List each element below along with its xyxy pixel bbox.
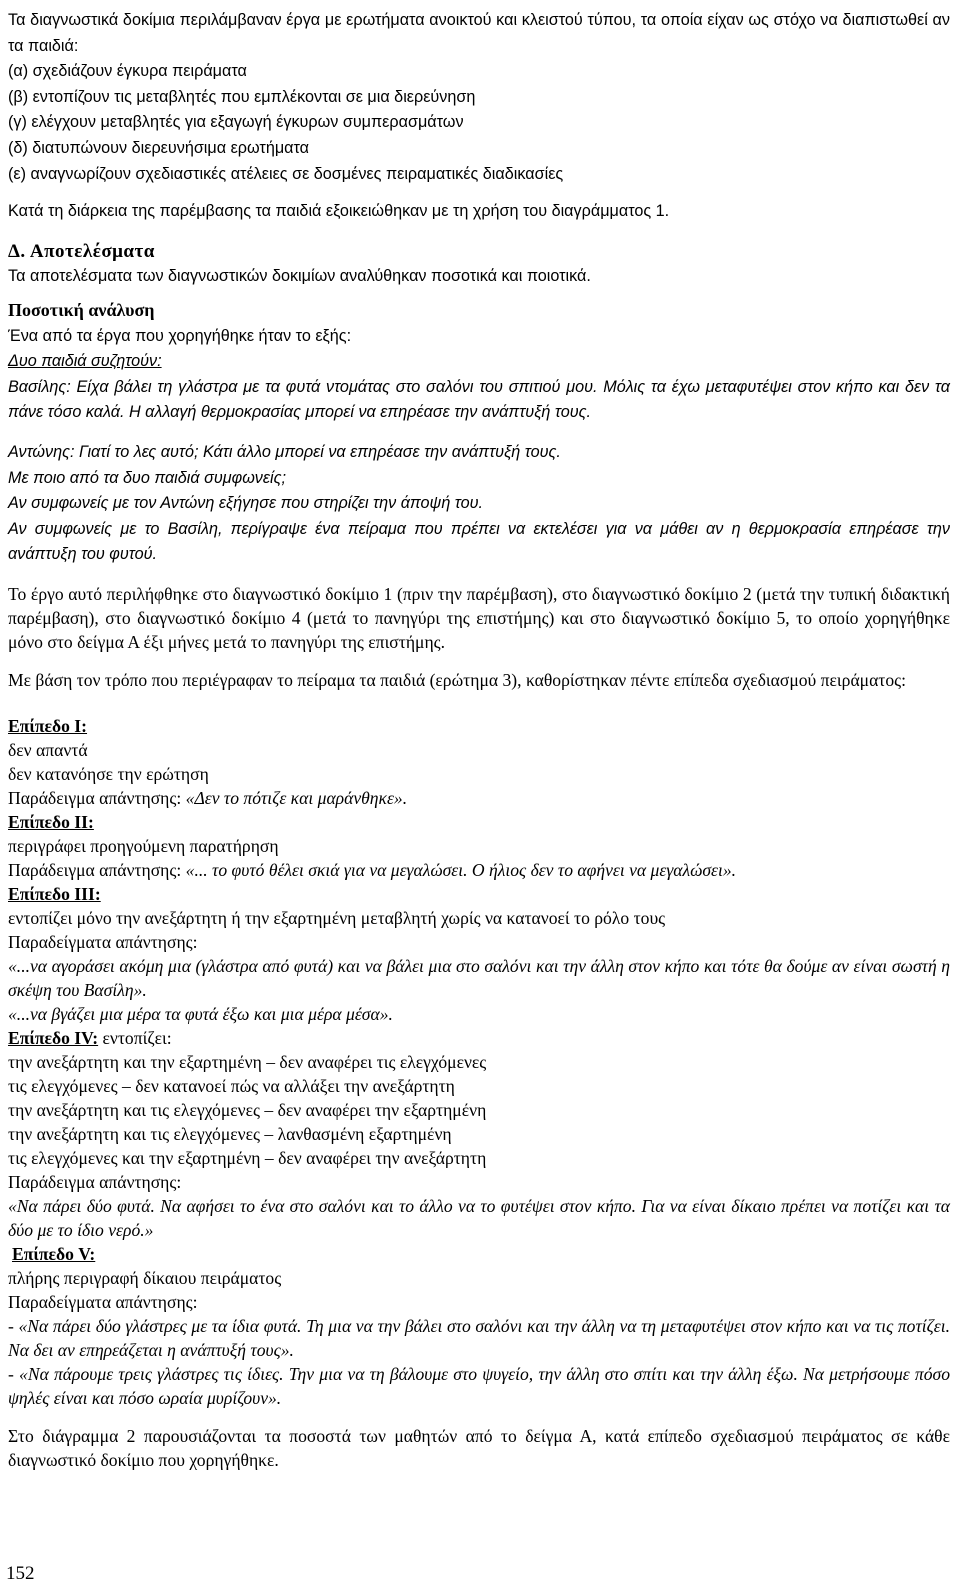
level-title: Επίπεδο ΙV: — [8, 1027, 99, 1048]
example-line — [8, 786, 950, 810]
body-section — [8, 582, 950, 1472]
level-1 — [8, 714, 950, 810]
document-page — [8, 8, 950, 1472]
example-line — [8, 858, 950, 882]
level-line: εντοπίζει μόνο την ανεξάρτητη ή την εξαρτημένη μεταβλητή χωρίς να κατανοεί το ρόλο τους — [8, 907, 666, 928]
question-2: Αν συμφωνείς με τον Αντώνη εξήγησε που στηρίζει την άποψή του. — [8, 494, 484, 513]
example-text: «Δεν το πότιζε και μαράνθηκε». — [185, 787, 408, 808]
level-line: τις ελεγχόμενες και την εξαρτημένη – δεν αναφέρει την ανεξάρτητη — [8, 1147, 487, 1168]
level-line: την ανεξάρτητη και τις ελεγχόμενες – δεν αναφέρει την εξαρτημένη — [8, 1099, 487, 1120]
list-item: (ε) αναγνωρίζουν σχεδιαστικές ατέλειες σε δοσμένες πειραματικές διαδικασίες — [8, 164, 564, 183]
list-item: (γ) ελέγχουν μεταβλητές για εξαγωγή έγκυρων συμπερασμάτων — [8, 113, 464, 132]
dialogue-vasilis: Βασίλης: Είχα βάλει τη γλάστρα με τα φυτά ντομάτας στο σαλόνι του σπιτιού μου. Μόλις τα έχω μεταφυτέψει στον κήπο και δεν τα πάνε τόσο καλά. Η αλλαγή θερμοκρασίας μπορεί να επηρέασε την ανάπτυξή τους. — [8, 377, 950, 422]
example-label: Παράδειγμα απάντησης: — [8, 1171, 182, 1192]
level-2 — [8, 810, 950, 882]
example-text: «Να πάρουμε τρεις γλάστρες τις ίδιες. Την μια να τη βάλουμε στο ψυγείο, την άλλη στο σπίτι και την άλλη έξω. Να μετρήσουμε πόσο ψηλές είναι και πόσο ωραία μυρίζουν». — [8, 1363, 950, 1408]
page-number: 152 — [6, 1563, 35, 1584]
level-title: Επίπεδο V: — [12, 1243, 96, 1264]
paragraph: Το έργο αυτό περιλήφθηκε στο διαγνωστικό δοκίμιο 1 (πριν την παρέμβαση), στο διαγνωστικό δοκίμιο 2 (μετά την τυπική διδακτική παρέμβαση), στο διαγνωστικό δοκίμιο 4 (μετά το πανηγύρι της επιστήμης) και στο διαγνωστικό δοκίμιο 5, το οποίο χορηγήθηκε μόνο στο δείγμα Α έξι μήνες μετά το πανηγύρι της επιστήμης. — [8, 583, 950, 652]
closing-paragraph: Στο διάγραμμα 2 παρουσιάζονται τα ποσοστά των μαθητών από το δείγμα Α, κατά επίπεδο σχεδιασμού πειράματος σε κάθε διαγνωστικό δοκίμιο που χορηγήθηκε. — [8, 1425, 950, 1470]
level-5 — [8, 1242, 950, 1410]
level-title: Επίπεδο ΙΙ: — [8, 811, 94, 832]
intro-paragraph: Τα διαγνωστικά δοκίμια περιλάμβαναν έργα με ερωτήματα ανοικτού και κλειστού τύπου, τα οποία είχαν ως στόχο να διαπιστωθεί αν τα παιδιά: — [8, 11, 950, 55]
level-title: Επίπεδο ΙΙΙ: — [8, 883, 101, 904]
example-item — [8, 1362, 950, 1410]
task-intro: Ένα από τα έργα που χορηγήθηκε ήταν το εξής: — [8, 326, 352, 345]
level-line: περιγράφει προηγούμενη παρατήρηση — [8, 835, 279, 856]
level-title-line — [8, 1026, 950, 1050]
example-item — [8, 1314, 950, 1362]
intro-section — [8, 8, 950, 568]
level-title-suffix: εντοπίζει: — [98, 1027, 172, 1048]
level-line: δεν κατανόησε την ερώτηση — [8, 763, 209, 784]
example-label: Παραδείγματα απάντησης: — [8, 931, 198, 952]
list-item: (β) εντοπίζουν τις μεταβλητές που εμπλέκονται σε μια διερεύνηση — [8, 87, 476, 106]
list-item: (α) σχεδιάζουν έγκυρα πειράματα — [8, 62, 247, 81]
list-item: (δ) διατυπώνουν διερευνήσιμα ερωτήματα — [8, 138, 310, 157]
results-intro: Τα αποτελέσματα των διαγνωστικών δοκιμίων αναλύθηκαν ποσοτικά και ποιοτικά. — [8, 267, 591, 286]
dialogue-antonis: Αντώνης: Γιατί το λες αυτό; Κάτι άλλο μπορεί να επηρέασε την ανάπτυξή τους. — [8, 442, 561, 461]
example-label: Παραδείγματα απάντησης: — [8, 1291, 198, 1312]
level-line: την ανεξάρτητη και την εξαρτημένη – δεν αναφέρει τις ελεγχόμενες — [8, 1051, 487, 1072]
bullet-dash: - — [8, 1363, 20, 1384]
level-line: τις ελεγχόμενες – δεν κατανοεί πώς να αλλάξει την ανεξάρτητη — [8, 1075, 455, 1096]
subsection-heading: Ποσοτική ανάλυση — [8, 299, 155, 320]
intervention-paragraph: Κατά τη διάρκεια της παρέμβασης τα παιδιά εξοικειώθηκαν με τη χρήση του διαγράμματος 1. — [8, 202, 670, 221]
paragraph: Με βάση τον τρόπο που περιέγραφαν το πείραμα τα παιδιά (ερώτημα 3), καθορίστηκαν πέντε επίπεδα σχεδιασμού πειράματος: — [8, 669, 907, 690]
example-text: «Να πάρει δύο γλάστρες με τα ίδια φυτά. Τη μια να την βάλει στο σαλόνι και την άλλη να τη μεταφυτέψει στον κήπο και να τις ποτίζει. Να δει αν επηρεάζεται η ανάπτυξή τους». — [8, 1315, 950, 1360]
level-line: πλήρης περιγραφή δίκαιου πειράματος — [8, 1267, 282, 1288]
level-4 — [8, 1026, 950, 1242]
level-line: δεν απαντά — [8, 739, 88, 760]
section-heading: Δ. Αποτελέσματα — [8, 240, 155, 262]
level-title: Επίπεδο Ι: — [8, 715, 88, 736]
example-text: «... το φυτό θέλει σκιά για να μεγαλώσει. Ο ήλιος δεν το αφήνει να μεγαλώσει». — [185, 859, 737, 880]
example-text: «...να βγάζει μια μέρα τα φυτά έξω και μια μέρα μέσα». — [8, 1003, 393, 1024]
level-line: την ανεξάρτητη και τις ελεγχόμενες – λανθασμένη εξαρτημένη — [8, 1123, 452, 1144]
example-text: «Να πάρει δύο φυτά. Να αφήσει το ένα στο σαλόνι και το άλλο να το φυτέψει στον κήπο. Για να είναι δίκαιο πρέπει να ποτίζει και τα δύο με το ίδιο νερό.» — [8, 1195, 950, 1240]
example-text: «...να αγοράσει ακόμη μια (γλάστρα από φυτά) και να βάλει μια στο σαλόνι και την άλλη στον κήπο και τότε θα δούμε αν είναι σωστή η σκέψη του Βασίλη». — [8, 955, 950, 1000]
example-label: Παράδειγμα απάντησης: — [8, 859, 186, 880]
example-label: Παράδειγμα απάντησης: — [8, 787, 186, 808]
question-3: Αν συμφωνείς με το Βασίλη, περίγραψε ένα πείραμα που πρέπει να εκτελέσει για να μάθει αν η θερμοκρασία επηρέασε την ανάπτυξη του φυτού. — [8, 519, 950, 564]
dialogue-subtitle: Δυο παιδιά συζητούν: — [8, 352, 162, 371]
level-3 — [8, 882, 950, 1026]
bullet-dash: - — [8, 1315, 19, 1336]
question-1: Με ποιο από τα δυο παιδιά συμφωνείς; — [8, 468, 286, 487]
